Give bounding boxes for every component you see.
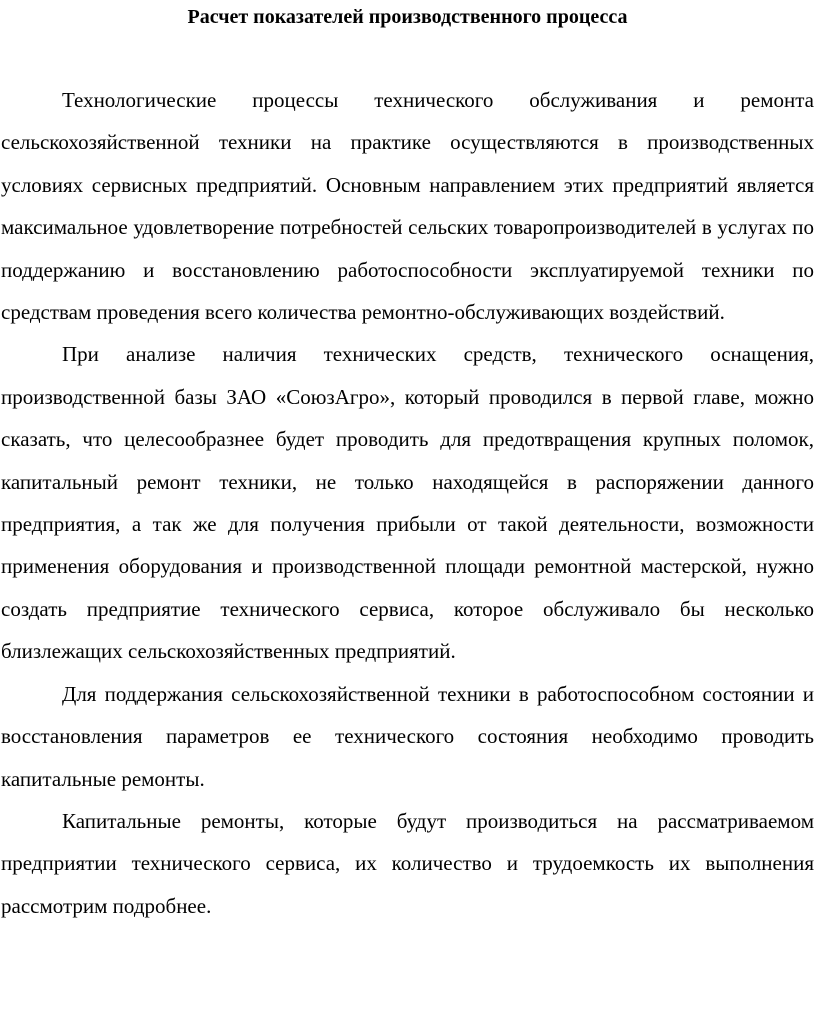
paragraph-1: Технологические процессы технического обслуживания и ремонта сельскохозяйственной техники на практике осуществляются в производственных условиях сервисных предприятий. Основным направлением этих предприятий является максимальное удовлетворение потребностей сельских товаропроизводителей в услугах по поддержанию и восстановлению работоспособности эксплуатируемой техники по средствам проведения всего количества ремонтно-обслуживающих воздействий. xyxy=(1,88,814,325)
paragraph-3: Для поддержания сельскохозяйственной техники в работоспособном состоянии и восстановления параметров ее технического состояния необходимо проводить капитальные ремонты. xyxy=(1,681,814,791)
paragraph-2: При анализе наличия технических средств, технического оснащения, производственной базы ЗАО «СоюзАгро», который проводился в первой главе, можно сказать, что целесообразнее будет проводить для предотвращения крупных поломок, капитальный ремонт техники, не только находящейся в распоряжении данного предприятия, а так же для получения прибыли от такой деятельности, возможности применения оборудования и производственной площади ремонтной мастерской, нужно создать предприятие технического сервиса, которое обслуживало бы несколько близлежащих сельскохозяйственных предприятий. xyxy=(1,342,814,664)
document-title: Расчет показателей производственного процесса xyxy=(187,6,628,28)
paragraph-4: Капитальные ремонты, которые будут производиться на рассматриваемом предприятии технического сервиса, их количество и трудоемкость их выполнения рассмотрим подробнее. xyxy=(1,808,814,918)
document-body xyxy=(1,79,814,927)
